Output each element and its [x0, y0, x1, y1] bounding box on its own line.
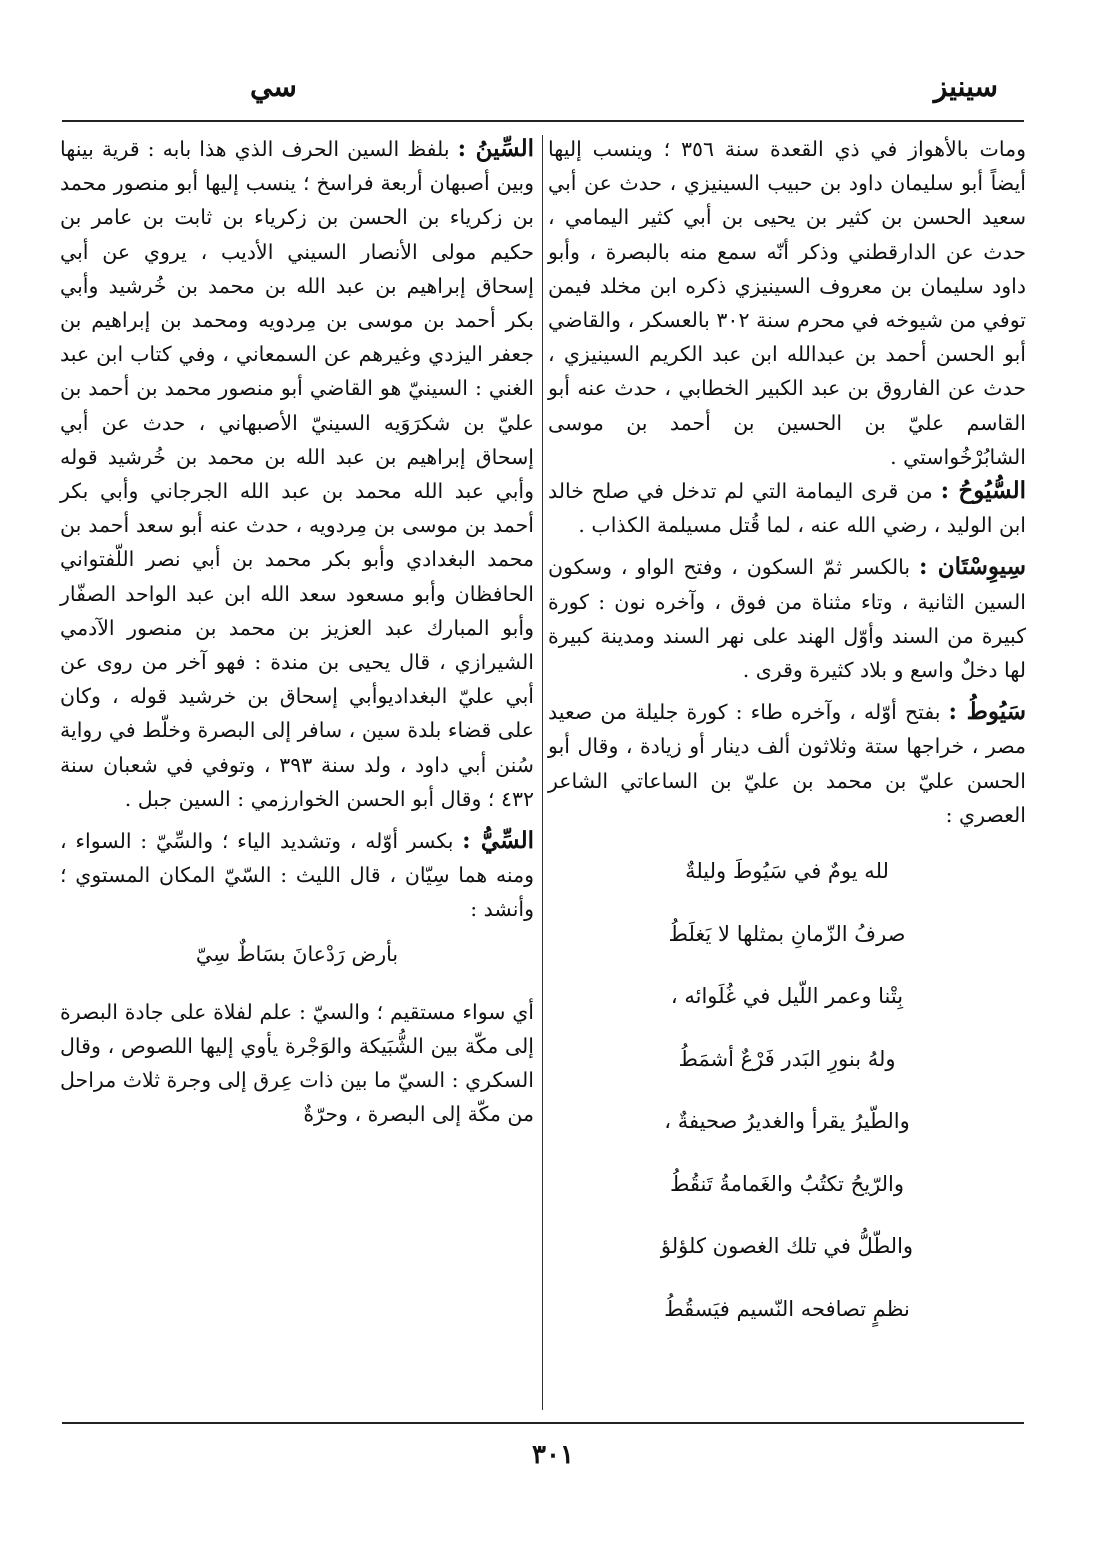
entry-headword: السُّيُوحُ : [940, 477, 1026, 505]
poem-line: صرفُ الزّمانِ بمثلها لا يَغلَطُ [668, 921, 906, 946]
running-header-left: سي [250, 70, 297, 103]
poem [548, 840, 1026, 1340]
entry-suyuh [548, 474, 1026, 542]
entry-headword: السِّينُ : [457, 135, 534, 162]
running-header-right: سينيز [933, 70, 998, 103]
entry-headword: سِيوِسْتَان : [918, 553, 1026, 581]
entry-headword: سَيُوطُ : [948, 698, 1026, 726]
entry-al-siyy [60, 824, 534, 927]
header-rule [62, 120, 1024, 122]
entry-text: بلفظ السين الحرف الذي هذا بابه : قرية بينها وبين أصبهان أربعة فراسخ ؛ ينسب إليها أبو منصور محمد بن زكرياء بن الحسن بن زكرياء بن ثابت بن عامر بن حكيم مولى الأنصار السيني الأديب ، يروي عن أبي إسحاق إبراهيم بن عبد الله بن محمد بن خُرشيد وأبي بكر أحمد بن موسى بن مِردويه ومحمد بن إبراهيم بن جعفر اليزدي وغيرهم عن السمعاني ، وفي كتاب ابن عبد الغني : السينيّ هو القاضي أبو منصور محمد بن أحمد بن عليّ بن شكرَوَيه السينيّ الأصبهاني ، حدث عن أبي إسحاق إبراهيم بن عبد الله بن محمد بن خُرشيد قوله وأبي عبد الله محمد بن عبد الله الجرجاني وأبي بكر أحمد بن موسى بن مِردويه ، حدث عنه أبو سعد أحمد بن محمد البغدادي وأبو بكر محمد بن أبي نصر اللّفتواني الحافظان وأبو مسعود سعد الله ابن عبد الواحد الصفّار وأبو المبارك عبد العزيز بن محمد بن منصور الآدمي الشيرازي ، قال يحيى بن مندة : فهو آخر من روى عن أبي عليّ البغداديوأبي إسحاق بن خرشيد قوله ، وكان على قضاء بلدة سين ، سافر إلى البصرة وخلّط في رواية سُنن أبي داود ، ولد سنة ٣٩٣ ، وتوفي في شعبان سنة ٤٣٢ ؛ وقال أبو الحسن الخوارزمي : السين جبل . [60, 137, 534, 811]
entry-text: من قرى اليمامة التي لم تدخل في صلح خالد ابن الوليد ، رضي الله عنه ، لما قُتل مسيلمة الكذاب . [548, 479, 1026, 538]
poem-line: لله يومٌ في سَيُوطَ وليلةٌ [685, 859, 889, 884]
entry-siwistan [548, 550, 1026, 687]
poem-line: والطّلُّ في تلك الغصون كلؤلؤ [660, 1234, 914, 1259]
footer-rule [62, 1422, 1024, 1424]
closing-paragraph: أي سواء مستقيم ؛ والسيّ : علم لفلاة على جادة البصرة إلى مكّة بين الشُّبَيكة والوَجْرة يأوي إليها اللصوص ، وقال السكري : السيّ ما بين ذات عِرق إلى وجرة ثلاث مراحل من مكّة إلى البصرة ، وحرّةٌ [60, 999, 534, 1127]
entry-text: بفتح أوّله ، وآخره طاء : كورة جليلة من صعيد مصر ، خراجها ستة وثلاثون ألف دينار أو زيادة ، وقال أبو الحسن عليّ بن محمد بن عليّ بن الساعاتي الشاعر العصري : [548, 700, 1026, 827]
quoted-verse: بأرض رَدْعانَ بسَاطٌ سِيّ [195, 941, 399, 966]
poem-line: نظمٍ تصافحه النّسيم فيَسقُطُ [664, 1296, 910, 1321]
left-column [60, 132, 534, 1132]
entry-text: بكسر أوّله ، وتشديد الياء ؛ والسِّيّ : السواء ، ومنه هما سِيّان ، قال الليث : السّيّ المكان المستوي ؛ وأنشد : [60, 829, 534, 922]
entry-al-sin [60, 132, 534, 816]
poem-line: بِتْنا وعمر اللّيل في غُلَوائه ، [670, 984, 904, 1009]
entry-text: بالكسر ثمّ السكون ، وفتح الواو ، وسكون السين الثانية ، وتاء مثناة من فوق ، وآخره نون : كورة كبيرة من السند وأوّل الهند على نهر السند ومدينة كبيرة لها دخلٌ واسع و بلاد كثيرة وقرى . [548, 555, 1026, 683]
continuation-paragraph: ومات بالأهواز في ذي القعدة سنة ٣٥٦ ؛ وينسب إليها أيضاً أبو سليمان داود بن حبيب السينيزي ، حدث عن أبي سعيد الحسن بن كثير بن يحيى بن أبي كثير اليمامي ، حدث عن الدارقطني وذكر أنّه سمع منه بالبصرة ، وأبو داود سليمان بن معروف السينيزي ذكره ابن مخلد فيمن توفي من شيوخه في محرم سنة ٣٠٢ بالعسكر ، والقاضي أبو الحسن أحمد بن عبدالله ابن عبد الكريم السينيزي ، حدث عن الفاروق بن عبد الكبير الخطابي ، حدث عنه أبو القاسم عليّ بن الحسين بن أحمد بن موسى الشابُرْخُواستي . [548, 137, 1026, 469]
poem-line: والرّيحُ تكتُبُ والغَمامةُ تَنقُطُ [669, 1171, 905, 1196]
poem-line: والطّيرُ يقرأ والغديرُ صحيفةٌ ، [664, 1109, 910, 1134]
poem-line: ولهُ بنورِ البَدر فَرْعٌ أشمَطُ [678, 1046, 896, 1071]
entry-headword: السِّيُّ : [462, 827, 534, 855]
column-divider [542, 135, 543, 1410]
right-column [548, 132, 1026, 1340]
page-number: ٣٠١ [532, 1440, 574, 1470]
entry-siyut [548, 695, 1026, 832]
